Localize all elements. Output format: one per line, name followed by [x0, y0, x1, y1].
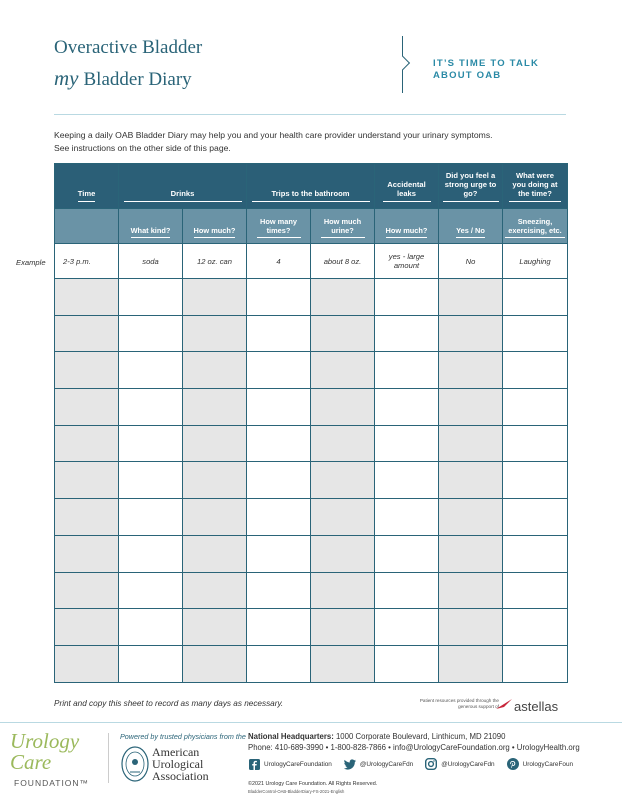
diary-cell[interactable]: [311, 572, 375, 609]
diary-cell[interactable]: [439, 425, 503, 462]
diary-cell[interactable]: [247, 352, 311, 389]
twitter-link[interactable]: @UrologyCareFdn: [359, 760, 414, 768]
diary-cell[interactable]: [55, 572, 119, 609]
diary-cell[interactable]: [183, 572, 247, 609]
diary-row: [55, 425, 568, 462]
diary-cell[interactable]: [311, 609, 375, 646]
diary-row: [55, 279, 568, 316]
urology-care-foundation-logo: [10, 731, 110, 794]
diary-cell[interactable]: [439, 279, 503, 316]
diary-cell[interactable]: [311, 279, 375, 316]
example-times: 4: [247, 244, 311, 279]
ucf-line-1: Urology: [10, 729, 80, 753]
powered-by: Powered by trusted physicians from the: [120, 732, 246, 741]
diary-cell[interactable]: [55, 315, 119, 352]
diary-cell[interactable]: [439, 315, 503, 352]
aua-name: [152, 746, 209, 782]
diary-cell[interactable]: [119, 315, 183, 352]
intro-text: [54, 129, 574, 155]
ucf-line-2: Care: [10, 750, 52, 774]
diary-cell[interactable]: [55, 352, 119, 389]
diary-cell[interactable]: [119, 352, 183, 389]
diary-cell[interactable]: [503, 315, 568, 352]
example-time: 2-3 p.m.: [55, 244, 119, 279]
diary-cell[interactable]: [375, 389, 439, 426]
example-label: Example: [16, 258, 46, 267]
diary-cell[interactable]: [119, 279, 183, 316]
diary-cell[interactable]: [311, 535, 375, 572]
aua-line-1: American: [152, 745, 200, 759]
aua-line-2: Urological: [152, 757, 204, 771]
subheader-how-much-urine: How much urine?: [311, 209, 375, 244]
diary-row: [55, 352, 568, 389]
social-links: [248, 758, 585, 770]
pinterest-icon: [507, 758, 519, 770]
diary-row: [55, 315, 568, 352]
header-rule: [54, 114, 566, 115]
header-urge: Did you feel a strong urge to go?: [439, 164, 503, 209]
subheader-empty: [55, 209, 119, 244]
twitter-icon: [344, 758, 356, 770]
astellas-name: astellas: [514, 699, 559, 714]
diary-cell[interactable]: [311, 645, 375, 682]
diary-cell[interactable]: [439, 609, 503, 646]
diary-cell[interactable]: [439, 352, 503, 389]
headquarters: [248, 731, 580, 753]
diary-cell[interactable]: [375, 645, 439, 682]
diary-cell[interactable]: [375, 609, 439, 646]
diary-row: [55, 499, 568, 536]
instagram-link[interactable]: @UrologyCareFdn: [441, 760, 495, 768]
diary-cell[interactable]: [439, 572, 503, 609]
diary-cell[interactable]: [183, 499, 247, 536]
subheader-sneezing: Sneezing, exercising, etc.: [503, 209, 568, 244]
diary-cell[interactable]: [375, 279, 439, 316]
diary-cell[interactable]: [503, 462, 568, 499]
facebook-link[interactable]: UrologyCareFoundation: [264, 760, 332, 768]
header-leaks: Accidental leaks: [375, 164, 439, 209]
diary-cell[interactable]: [503, 499, 568, 536]
diary-cell[interactable]: [439, 462, 503, 499]
diary-cell[interactable]: [247, 572, 311, 609]
footer-divider: [108, 733, 109, 783]
diary-cell[interactable]: [183, 425, 247, 462]
diary-cell[interactable]: [119, 535, 183, 572]
diary-cell[interactable]: [247, 645, 311, 682]
example-kind: soda: [119, 244, 183, 279]
chevron-right-icon: [396, 56, 410, 70]
diary-cell[interactable]: [375, 425, 439, 462]
header-trips: Trips to the bathroom: [247, 164, 375, 209]
diary-cell[interactable]: [439, 389, 503, 426]
diary-cell[interactable]: [375, 462, 439, 499]
diary-row: [55, 462, 568, 499]
diary-cell[interactable]: [503, 279, 568, 316]
subheader-what-kind: What kind?: [119, 209, 183, 244]
intro-line-2: See instructions on the other side of this page.: [54, 143, 231, 153]
diary-cell[interactable]: [119, 572, 183, 609]
diary-cell[interactable]: [311, 462, 375, 499]
diary-cell[interactable]: [439, 535, 503, 572]
diary-cell[interactable]: [503, 609, 568, 646]
header-time: Time: [55, 164, 119, 209]
diary-cell[interactable]: [183, 352, 247, 389]
example-leak: yes - large amount: [375, 244, 439, 279]
diary-cell[interactable]: [55, 389, 119, 426]
diary-cell[interactable]: [311, 315, 375, 352]
intro-line-1: Keeping a daily OAB Bladder Diary may help you and your health care provider understand your urinary symptoms.: [54, 130, 493, 140]
diary-cell[interactable]: [183, 645, 247, 682]
example-amount: 12 oz. can: [183, 244, 247, 279]
diary-cell[interactable]: [439, 499, 503, 536]
diary-row: [55, 645, 568, 682]
diary-row: [55, 389, 568, 426]
hq-contact: Phone: 410-689-3990 • 1-800-828-7866 • info@UrologyCareFoundation.org • UrologyHealth.org: [248, 743, 580, 752]
subheader-how-many-times: How many times?: [247, 209, 311, 244]
diary-cell[interactable]: [119, 609, 183, 646]
print-note: Print and copy this sheet to record as many days as necessary.: [54, 699, 284, 708]
diary-cell[interactable]: [503, 389, 568, 426]
header-doing: What were you doing at the time?: [503, 164, 568, 209]
hq-label: National Headquarters:: [248, 732, 334, 741]
diary-cell[interactable]: [55, 499, 119, 536]
instagram-icon: [425, 758, 437, 770]
diary-cell[interactable]: [55, 645, 119, 682]
diary-cell[interactable]: [55, 462, 119, 499]
hq-address: 1000 Corporate Boulevard, Linthicum, MD 21090: [335, 732, 506, 741]
diary-cell[interactable]: [247, 462, 311, 499]
subheader-yes-no: Yes / No: [439, 209, 503, 244]
example-row: [55, 244, 568, 279]
diary-cell[interactable]: [503, 535, 568, 572]
tagline: IT’S TIME TO TALK ABOUT OAB: [433, 58, 540, 81]
diary-cell[interactable]: [247, 425, 311, 462]
diary-cell[interactable]: [247, 279, 311, 316]
diary-cell[interactable]: [119, 499, 183, 536]
diary-cell[interactable]: [375, 499, 439, 536]
diary-cell[interactable]: [183, 315, 247, 352]
astellas-mark-icon: [494, 695, 514, 715]
diary-cell[interactable]: [55, 609, 119, 646]
diary-cell[interactable]: [183, 609, 247, 646]
diary-cell[interactable]: [247, 389, 311, 426]
diary-cell[interactable]: [247, 609, 311, 646]
diary-cell[interactable]: [311, 389, 375, 426]
diary-cell[interactable]: [55, 535, 119, 572]
diary-cell[interactable]: [55, 279, 119, 316]
title-my: my: [54, 66, 79, 90]
diary-cell[interactable]: [503, 572, 568, 609]
facebook-icon: [248, 758, 260, 770]
aua-seal-icon: [121, 746, 149, 782]
example-doing: Laughing: [503, 244, 568, 279]
title-bladder-diary: Bladder Diary: [83, 69, 192, 90]
example-urge: No: [439, 244, 503, 279]
diary-cell[interactable]: [503, 645, 568, 682]
diary-cell[interactable]: [119, 389, 183, 426]
diary-cell[interactable]: [503, 425, 568, 462]
diary-cell[interactable]: [183, 535, 247, 572]
legal-code: BladderControl-OAB-BladderDiary-FS-2021-English: [248, 789, 345, 794]
subheader-how-much-leak: How much?: [375, 209, 439, 244]
subheader-how-much-drink: How much?: [183, 209, 247, 244]
diary-cell[interactable]: [55, 425, 119, 462]
bladder-diary-table: [54, 163, 568, 683]
diary-cell[interactable]: [247, 499, 311, 536]
diary-cell[interactable]: [503, 352, 568, 389]
diary-row: [55, 535, 568, 572]
diary-cell[interactable]: [119, 425, 183, 462]
diary-cell[interactable]: [311, 425, 375, 462]
copyright: ©2021 Urology Care Foundation. All Rights Reserved.: [248, 781, 378, 787]
diary-row: [55, 609, 568, 646]
title-line-1: Overactive Bladder: [54, 37, 203, 58]
diary-cell[interactable]: [247, 535, 311, 572]
pinterest-link[interactable]: UrologyCareFoun: [522, 760, 574, 768]
diary-cell[interactable]: [119, 645, 183, 682]
diary-cell[interactable]: [247, 315, 311, 352]
diary-cell[interactable]: [439, 645, 503, 682]
aua-line-3: Association: [152, 769, 209, 783]
sponsor-note: Patient resources provided through the generous support of: [419, 698, 499, 709]
diary-row: [55, 572, 568, 609]
diary-cell[interactable]: [183, 462, 247, 499]
diary-cell[interactable]: [311, 352, 375, 389]
example-urine: about 8 oz.: [311, 244, 375, 279]
title-line-2: [54, 66, 192, 91]
footer-rule: [0, 722, 622, 723]
ucf-line-3: FOUNDATION™: [14, 778, 90, 788]
diary-cell[interactable]: [311, 499, 375, 536]
diary-cell[interactable]: [375, 352, 439, 389]
diary-cell[interactable]: [183, 279, 247, 316]
diary-cell[interactable]: [375, 572, 439, 609]
diary-cell[interactable]: [375, 315, 439, 352]
header-drinks: Drinks: [119, 164, 247, 209]
diary-cell[interactable]: [119, 462, 183, 499]
diary-cell[interactable]: [375, 535, 439, 572]
diary-cell[interactable]: [183, 389, 247, 426]
